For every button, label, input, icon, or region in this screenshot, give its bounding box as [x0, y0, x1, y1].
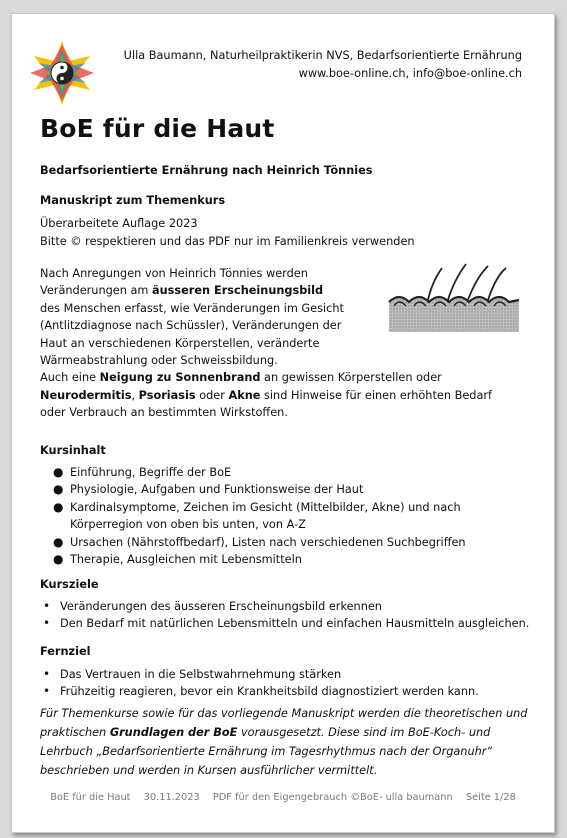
intro-text-run: sind Hinweise für einen erhöhten Bedarf oder Verbrauch an bestimmten Wirkstoffen.: [40, 388, 493, 420]
intro-text-run: des Menschen erfasst, wie Veränderungen im Gesicht (Antlitzdiagnose nach Schüssler), Veränderungen der Haut an verschiedenen Körperstellen, veränderte Wärmeabstrahlung oder Schweissbildung.: [40, 301, 344, 368]
list-item-text: Einführung, Begriffe der BoE: [70, 466, 232, 479]
list-item-text: Physiologie, Aufgaben und Funktionsweise der Haut: [70, 483, 364, 497]
list-item-text: Den Bedarf mit natürlichen Lebensmitteln und einfachen Hausmitteln ausgleichen.: [60, 617, 530, 631]
intro-emphasis: Neurodermitis: [40, 388, 132, 402]
edition-info: [40, 215, 415, 251]
list-item: [40, 666, 530, 683]
bullet-icon: •: [43, 616, 51, 631]
list-item: [50, 551, 520, 568]
bullet-icon: ●: [53, 534, 64, 549]
intro-paragraph: [40, 369, 510, 421]
intro-text-run: Auch eine: [40, 371, 100, 385]
closing-text-run: vorausgesetzt. Diese sind im BoE-Koch- und Lehrbuch „Bedarfsorientierte Ernährung im Tagesrhythmus nach der Organuhr“ beschrieben und werden in Kursen ausführlicher vermittelt.: [40, 726, 493, 777]
list-item-text: Kardinalsymptome, Zeichen im Gesicht (Mittelbilder, Akne) und nach Körperregion von oben bis unten, von A-Z: [70, 500, 461, 532]
contact-line: www.boe-online.ch, info@boe-online.ch: [298, 67, 522, 80]
kursziele-list: [40, 598, 530, 633]
footer-page-number: Seite 1/28: [465, 792, 516, 803]
bullet-icon: •: [43, 684, 51, 699]
fernziel-list: [40, 666, 530, 701]
footer-doc-title: BoE für die Haut: [50, 792, 131, 803]
copyright-notice: Bitte © respektieren und das PDF nur im Familienkreis verwenden: [40, 235, 415, 248]
intro-emphasis: Psoriasis: [138, 388, 196, 402]
footer-date: 30.11.2023: [143, 792, 200, 803]
edition-line: Überarbeitete Auflage 2023: [40, 217, 198, 230]
list-item: [50, 534, 520, 551]
list-item-text: Therapie, Ausgleichen mit Lebensmitteln: [70, 553, 302, 567]
bullet-icon: ●: [53, 465, 64, 479]
header-info: [124, 47, 522, 83]
list-item: [50, 464, 520, 481]
intro-emphasis: Neigung zu Sonnenbrand: [99, 371, 261, 385]
author-line: Ulla Baumann, Naturheilpraktikerin NVS, Bedarfsorientierte Ernährung: [123, 49, 522, 62]
page-title: BoE für die Haut: [40, 114, 275, 143]
list-item: [50, 481, 520, 498]
list-item: [40, 598, 530, 615]
section-heading-kursinhalt: Kursinhalt: [40, 444, 106, 457]
list-item-text: Das Vertrauen in die Selbstwahrnehmung stärken: [60, 668, 342, 681]
kursinhalt-list: [50, 464, 520, 568]
manuscript-label: Manuskript zum Themenkurs: [40, 194, 226, 207]
intro-paragraph: [40, 265, 345, 369]
intro-emphasis: Akne: [228, 388, 261, 402]
list-item-text: Ursachen (Nährstoffbedarf), Listen nach verschiedenen Suchbegriffen: [70, 535, 466, 549]
list-item-text: Veränderungen des äusseren Erscheinungsbild erkennen: [60, 600, 382, 613]
bullet-icon: ●: [53, 482, 64, 497]
intro-text: [40, 265, 510, 422]
bullet-icon: •: [43, 667, 51, 681]
list-item: [40, 615, 530, 632]
intro-text-run: oder: [195, 388, 229, 402]
yin-yang-star-icon: [28, 39, 96, 107]
list-item: [40, 683, 530, 700]
closing-text-run: Für Themenkurse sowie für das vorliegende Manuskript werden die theoretischen und praktischen: [40, 707, 528, 739]
closing-emphasis: Grundlagen der BoE: [109, 726, 238, 739]
subtitle: Bedarfsorientierte Ernährung nach Heinrich Tönnies: [40, 164, 373, 177]
intro-emphasis: äusseren Erscheinungsbild: [152, 284, 324, 298]
intro-text-run: Nach Anregungen von Heinrich Tönnies werden Veränderungen am: [40, 267, 308, 298]
footer-usage: PDF für den Eigengebrauch ©BoE- ulla baumann: [212, 792, 453, 803]
bullet-icon: ●: [53, 552, 64, 567]
intro-text-run: ,: [131, 388, 139, 402]
bullet-icon: •: [43, 599, 51, 613]
intro-text-run: an gewissen Körperstellen oder: [260, 371, 442, 385]
page-footer: [12, 792, 554, 803]
document-page: [11, 13, 555, 833]
closing-paragraph: [40, 704, 530, 780]
list-item: [50, 499, 520, 534]
list-item-text: Frühzeitig reagieren, bevor ein Krankheitsbild diagnostiziert werden kann.: [60, 685, 479, 699]
section-heading-fernziel: Fernziel: [40, 645, 91, 658]
bullet-icon: ●: [53, 499, 64, 514]
section-heading-kursziele: Kursziele: [40, 578, 99, 591]
